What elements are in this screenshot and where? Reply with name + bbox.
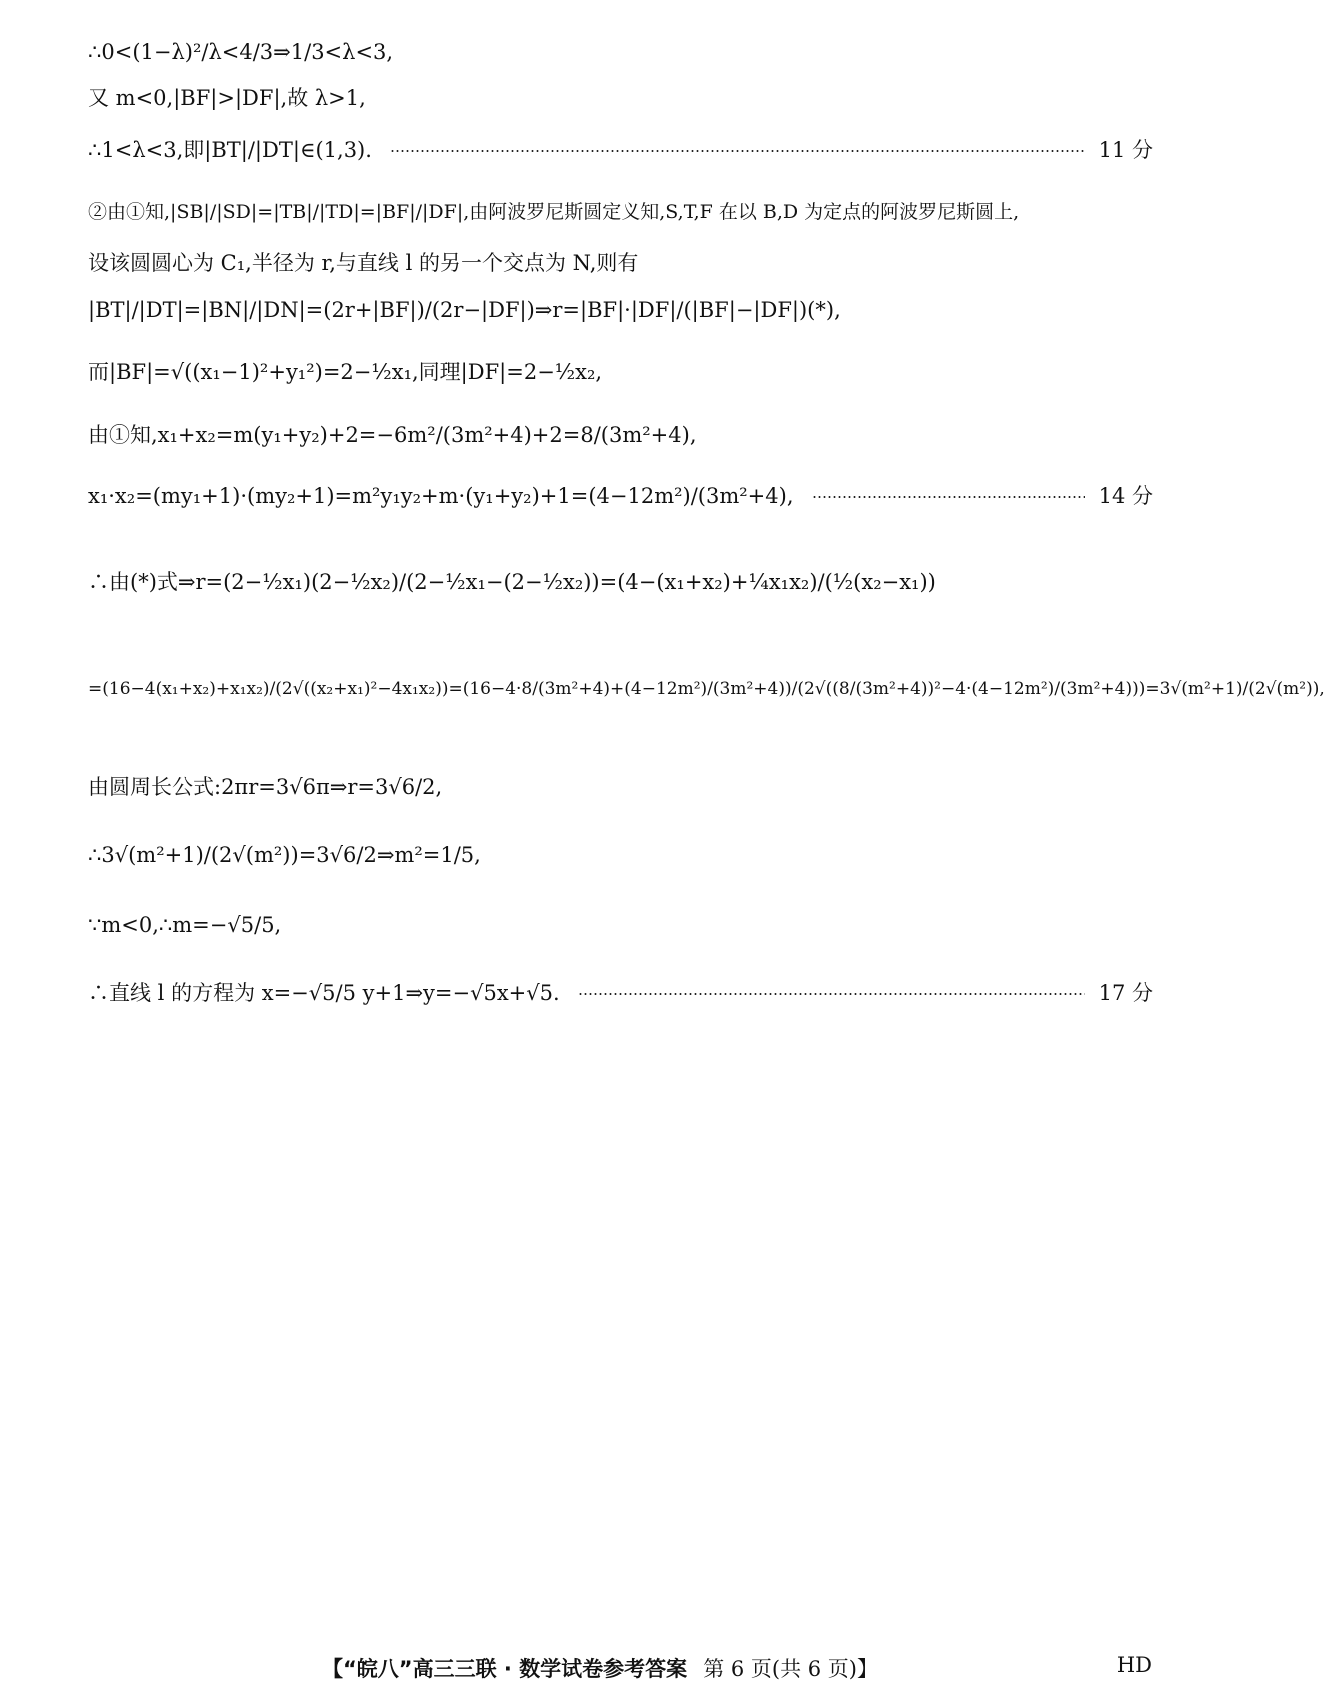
page-footer: [0, 1653, 1200, 1683]
line-6: [88, 300, 1153, 321]
line-text: ∴3√(m²+1)/(2√(m²))=3√6/2⇒m²=1/5,: [88, 843, 481, 867]
line-text: 由①知,x₁+x₂=m(y₁+y₂)+2=−6m²/(3m²+4)+2=8/(3m²+4),: [88, 423, 697, 447]
score-label: 17 分: [1098, 981, 1153, 1005]
line-text: |BT|/|DT|=|BN|/|DN|=(2r+|BF|)/(2r−|DF|)⇒r=|BF|·|DF|/(|BF|−|DF|)(*),: [88, 298, 841, 322]
footer-page-number: 第 6 页(共 6 页)】: [703, 1657, 878, 1681]
score-label: 11 分: [1098, 138, 1153, 162]
line-text: 而|BF|=√((x₁−1)²+y₁²)=2−½x₁,同理|DF|=2−½x₂,: [88, 360, 603, 384]
line-10: [88, 572, 1153, 593]
line-11: [88, 679, 1325, 699]
line-text: ∴直线 l 的方程为 x=−√5/5 y+1⇒y=−√5x+√5.: [88, 981, 560, 1005]
line-5: [88, 253, 1153, 274]
leader-dots: [390, 150, 1085, 152]
line-text: 又 m<0,|BF|>|DF|,故 λ>1,: [88, 86, 366, 110]
line-13: [88, 845, 1153, 866]
line-text: ∵m<0,∴m=−√5/5,: [88, 913, 282, 937]
line-text: ②由①知,|SB|/|SD|=|TB|/|TD|=|BF|/|DF|,由阿波罗尼斯圆定义知,S,T,F 在以 B,D 为定点的阿波罗尼斯圆上,: [88, 201, 1020, 223]
line-text: ∴0<(1−λ)²/λ<4/3⇒1/3<λ<3,: [88, 40, 394, 64]
score-label: 14 分: [1098, 484, 1153, 508]
line-text: x₁·x₂=(my₁+1)·(my₂+1)=m²y₁y₂+m·(y₁+y₂)+1=(4−12m²)/(3m²+4),: [88, 484, 794, 508]
leader-dots: [812, 496, 1085, 498]
line-text: ∴由(*)式⇒r=(2−½x₁)(2−½x₂)/(2−½x₁−(2−½x₂))=(4−(x₁+x₂)+¼x₁x₂)/(½(x₂−x₁)): [88, 570, 936, 594]
line-14: [88, 915, 1153, 936]
line-text: ∴1<λ<3,即|BT|/|DT|∈(1,3).: [88, 138, 372, 162]
line-8: [88, 425, 1153, 446]
line-text: 设该圆圆心为 C₁,半径为 r,与直线 l 的另一个交点为 N,则有: [88, 251, 639, 275]
line-2: [88, 88, 1153, 109]
footer-title: 【“皖八”高三三联 · 数学试卷参考答案: [321, 1657, 688, 1681]
line-4: [88, 203, 1153, 222]
line-7: [88, 362, 1153, 383]
leader-dots: [578, 993, 1085, 995]
line-12: [88, 777, 1153, 798]
line-15: [88, 983, 1153, 1004]
line-3: [88, 140, 1153, 161]
line-9: [88, 486, 1153, 507]
line-1: [88, 42, 1153, 63]
line-text: 由圆周长公式:2πr=3√6π⇒r=3√6/2,: [88, 775, 443, 799]
line-text: =(16−4(x₁+x₂)+x₁x₂)/(2√((x₂+x₁)²−4x₁x₂))=(16−4·8/(3m²+4)+(4−12m²)/(3m²+4))/(2√((8/(3m²+4))²−4·(4−12m²)/(3m²+4)))=3√(m²+1)/(2√(m²)),: [88, 679, 1325, 699]
footer-code: HD: [1116, 1653, 1152, 1677]
